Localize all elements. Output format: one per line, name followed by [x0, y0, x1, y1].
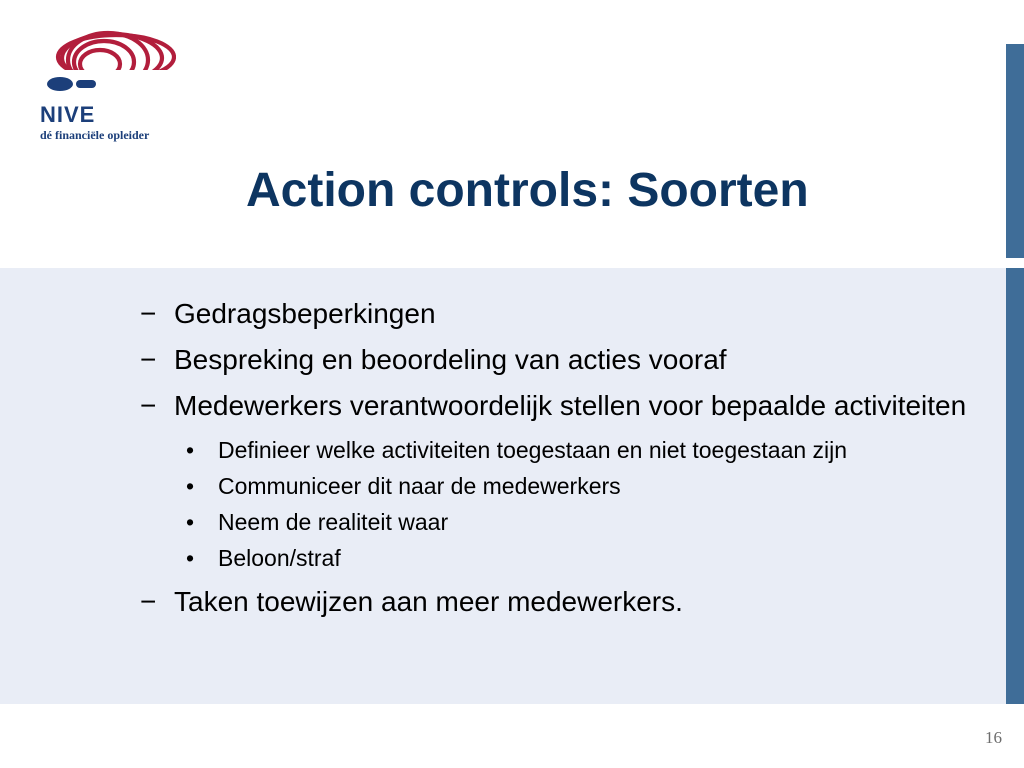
sub-bullet-text: Definieer welke activiteiten toegestaan en niet toegestaan zijn — [218, 437, 848, 463]
sub-bullet-item — [136, 540, 1002, 576]
dash-marker: − — [140, 586, 157, 617]
bullet-text: Medewerkers verantwoordelijk stellen voor bepaalde activiteiten — [174, 390, 967, 421]
bullet-text: Taken toewijzen aan meer medewerkers. — [174, 586, 683, 617]
bullet-list — [136, 294, 1002, 628]
dash-marker: − — [140, 390, 157, 421]
sub-bullet-item — [136, 468, 1002, 504]
sub-bullet-text: Neem de realiteit waar — [218, 509, 449, 535]
logo-wordmark: NIVE — [40, 102, 96, 127]
bullet-item — [136, 582, 1002, 622]
sub-bullet-text: Communiceer dit naar de medewerkers — [218, 473, 621, 499]
edge-accent-bar-bottom — [1006, 268, 1024, 704]
logo-tagline: dé financiële opleider — [40, 128, 150, 142]
sub-bullet-group — [136, 432, 1002, 576]
sub-bullet-item — [136, 504, 1002, 540]
dot-marker: • — [186, 509, 195, 535]
dash-marker: − — [140, 344, 157, 375]
bullet-text: Bespreking en beoordeling van acties vooraf — [174, 344, 727, 375]
dash-marker: − — [140, 298, 157, 329]
slide-title: Action controls: Soorten — [246, 164, 809, 217]
bullet-text: Gedragsbeperkingen — [174, 298, 436, 329]
sub-bullet-item — [136, 432, 1002, 468]
edge-accent-bar-top — [1006, 44, 1024, 258]
bullet-item — [136, 386, 1002, 426]
bullet-item — [136, 294, 1002, 334]
bullet-item — [136, 340, 1002, 380]
logo-arcs-icon — [36, 30, 176, 102]
dot-marker: • — [186, 545, 195, 571]
nive-logo — [36, 30, 176, 146]
sub-bullet-list — [136, 432, 1002, 576]
page-number: 16 — [985, 728, 1002, 747]
dot-marker: • — [186, 437, 195, 463]
sub-bullet-text: Beloon/straf — [218, 545, 341, 571]
dot-marker: • — [186, 473, 195, 499]
